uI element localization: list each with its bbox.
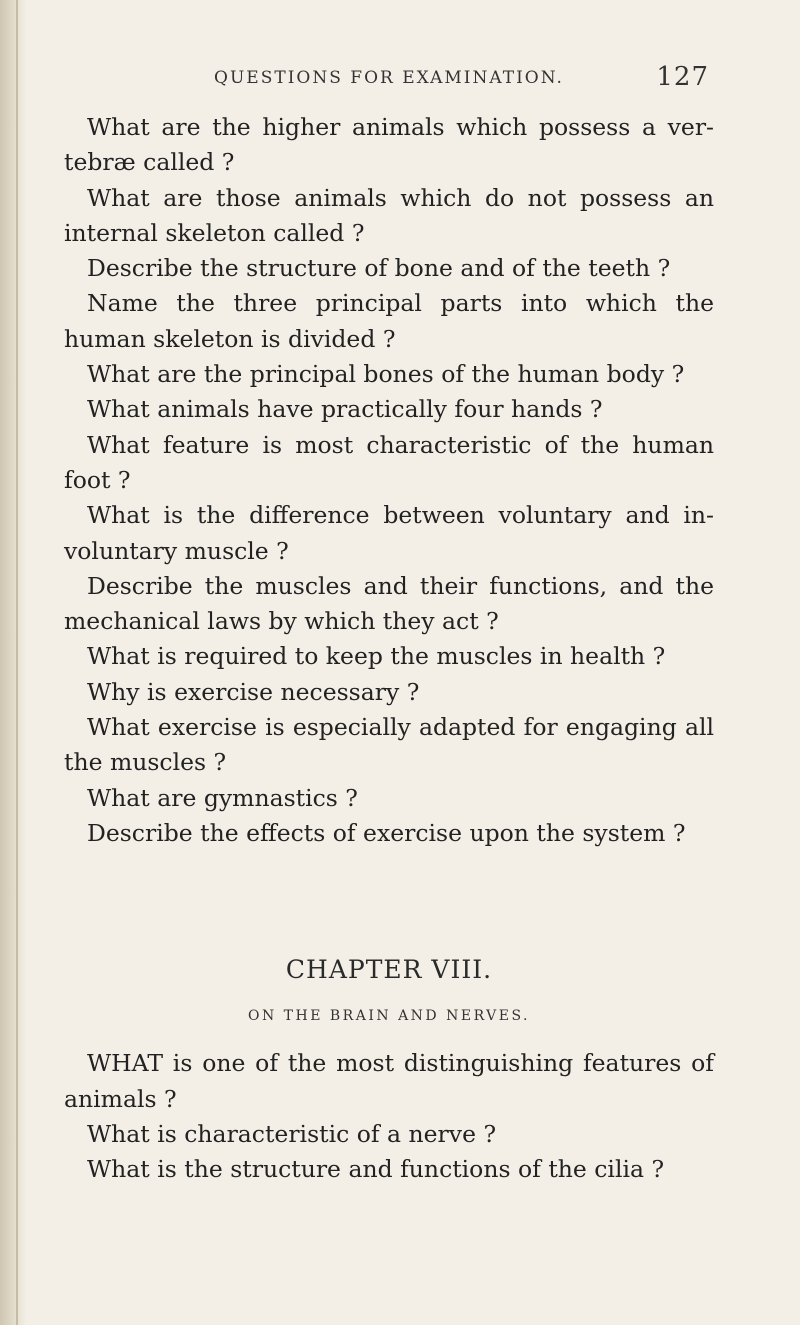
question-item: What are those animals which do not possess an internal skeleton called ?	[64, 183, 714, 247]
question-item: Why is exercise necessary ?	[87, 677, 420, 706]
question-item: What is the structure and functions of the cilia ?	[87, 1155, 665, 1184]
question-item: What is the difference between voluntary and in-voluntary muscle ?	[64, 501, 714, 565]
question-item: What are gymnastics ?	[87, 783, 358, 812]
question-item: What is characteristic of a nerve ?	[87, 1119, 497, 1148]
chapter-heading: CHAPTER VIII.	[285, 955, 493, 985]
binding-edge	[16, 0, 18, 1325]
question-item: What are the principal bones of the human body ?	[87, 360, 685, 389]
question-item: What animals have practically four hands ?	[87, 395, 603, 424]
question-item: What feature is most characteristic of the human foot ?	[64, 430, 714, 494]
question-item: Describe the muscles and their functions, and the mechanical laws by which they act ?	[64, 571, 714, 636]
question-list	[64, 110, 714, 851]
question-item: Describe the structure of bone and of the teeth ?	[87, 254, 671, 283]
book-page	[64, 0, 714, 1187]
running-title: QUESTIONS FOR EXAMINATION.	[214, 68, 564, 88]
question-item: What are the higher animals which possess a ver-tebræ called ?	[64, 113, 714, 177]
running-head	[64, 0, 714, 110]
question-item: What exercise is especially adapted for engaging all the muscles ?	[64, 713, 714, 777]
question-item: What is required to keep the muscles in health ?	[87, 642, 666, 671]
question-item: WHAT is one of the most distinguishing features of animals ?	[64, 1049, 714, 1113]
chapter-section	[64, 955, 714, 1024]
page-gutter	[0, 0, 26, 1325]
page-number: 127	[656, 62, 709, 92]
chapter-question-list	[64, 1046, 714, 1187]
question-item: Describe the effects of exercise upon the system ?	[87, 818, 686, 847]
question-item: Name the three principal parts into which the human skeleton is divided ?	[64, 289, 714, 353]
chapter-subtitle: ON THE BRAIN AND NERVES.	[248, 1008, 530, 1025]
